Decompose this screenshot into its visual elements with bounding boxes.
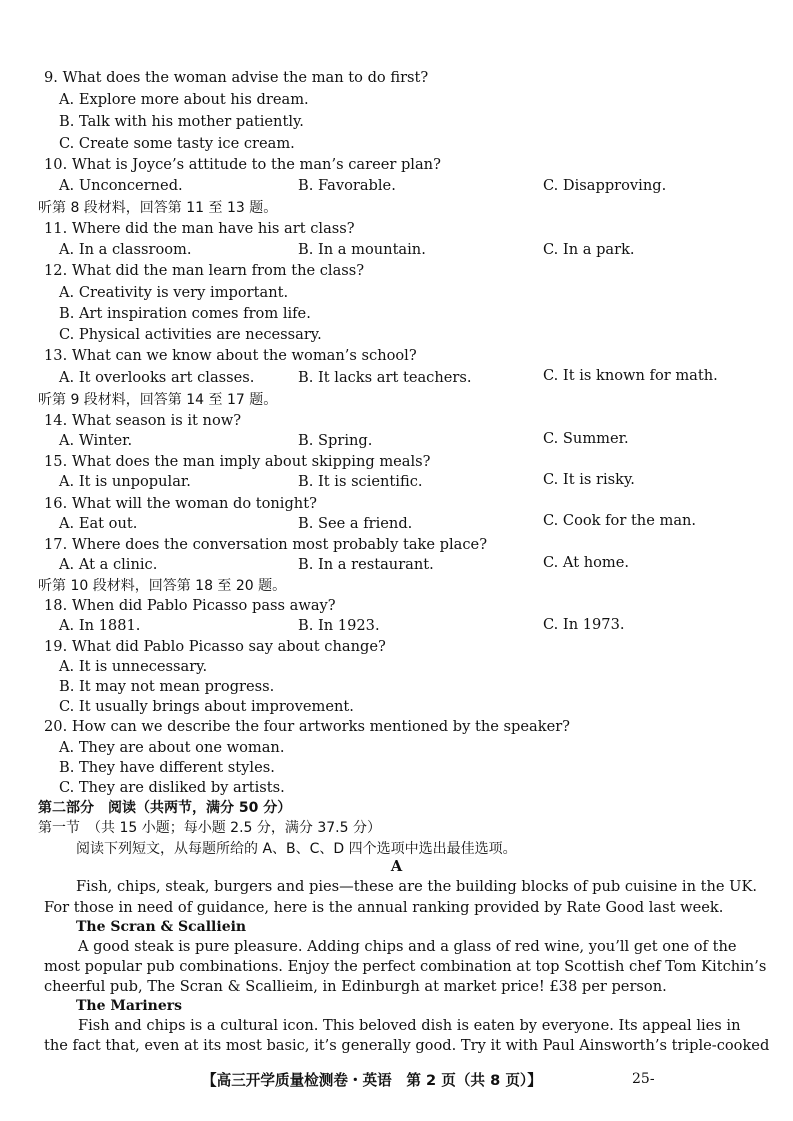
option-12c: C. Physical activities are necessary. <box>59 326 322 343</box>
paragraph-3-line-1: Fish and chips is a cultural icon. This beloved dish is eaten by everyone. Its appeal lies in <box>78 1017 741 1034</box>
option-15b: B. It is scientific. <box>298 473 423 490</box>
question-9: 9. What does the woman advise the man to do first? <box>44 69 429 86</box>
paragraph-1-line-1: Fish, chips, steak, burgers and pies—these are the building blocks of pub cuisine in the UK. <box>76 878 757 895</box>
option-13b: B. It lacks art teachers. <box>298 369 472 386</box>
option-10a: A. Unconcerned. <box>59 177 183 194</box>
option-9c: C. Create some tasty ice cream. <box>59 135 295 152</box>
option-11b: B. In a mountain. <box>298 241 426 258</box>
question-14: 14. What season is it now? <box>44 412 242 429</box>
question-15: 15. What does the man imply about skipping meals? <box>44 453 431 470</box>
option-15a: A. It is unpopular. <box>59 473 191 490</box>
page-footer-code: 25- <box>632 1071 655 1087</box>
section-instruction-10: 听第 10 段材料，回答第 18 至 20 题。 <box>38 578 287 594</box>
pub-heading-scran: The Scran & Scalliein <box>76 919 247 935</box>
option-18b: B. In 1923. <box>298 617 380 634</box>
option-12a: A. Creativity is very important. <box>59 284 289 301</box>
reading-instruction: 阅读下列短文，从每题所给的 A、B、C、D 四个选项中选出最佳选项。 <box>76 841 517 857</box>
option-14a: A. Winter. <box>59 432 133 449</box>
pub-heading-mariners: The Mariners <box>76 998 182 1014</box>
option-17b: B. In a restaurant. <box>298 556 434 573</box>
option-19c: C. It usually brings about improvement. <box>59 698 354 715</box>
option-15c: C. It is risky. <box>543 471 635 488</box>
question-18: 18. When did Pablo Picasso pass away? <box>44 597 336 614</box>
question-12: 12. What did the man learn from the class? <box>44 262 365 279</box>
option-9a: A. Explore more about his dream. <box>59 91 309 108</box>
option-11c: C. In a park. <box>543 241 635 258</box>
option-10c: C. Disapproving. <box>543 177 667 194</box>
section-instruction-9: 听第 9 段材料，回答第 14 至 17 题。 <box>38 392 278 408</box>
option-13a: A. It overlooks art classes. <box>59 369 255 386</box>
question-19: 19. What did Pablo Picasso say about change? <box>44 638 386 655</box>
question-13: 13. What can we know about the woman’s school? <box>44 347 417 364</box>
option-17a: A. At a clinic. <box>59 556 158 573</box>
option-19a: A. It is unnecessary. <box>59 658 208 675</box>
paragraph-2-line-2: most popular pub combinations. Enjoy the perfect combination at top Scottish chef Tom Kitchin’s <box>44 958 767 975</box>
question-11: 11. Where did the man have his art class? <box>44 220 355 237</box>
option-14c: C. Summer. <box>543 430 629 447</box>
option-9b: B. Talk with his mother patiently. <box>59 113 304 130</box>
paragraph-1-line-2: For those in need of guidance, here is the annual ranking provided by Rate Good last week. <box>44 899 724 916</box>
option-16a: A. Eat out. <box>59 515 138 532</box>
option-13c: C. It is known for math. <box>543 367 718 384</box>
option-11a: A. In a classroom. <box>59 241 192 258</box>
option-16b: B. See a friend. <box>298 515 413 532</box>
paragraph-3-line-2: the fact that, even at its most basic, it’s generally good. Try it with Paul Ainsworth’s triple-cooked <box>44 1037 770 1054</box>
part-two-heading: 第二部分 阅读（共两节，满分 50 分） <box>38 800 292 816</box>
section-one-heading: 第一节 （共 15 小题；每小题 2.5 分，满分 37.5 分） <box>38 820 381 836</box>
paragraph-2-line-3: cheerful pub, The Scran & Scallieim, in Edinburgh at market price! £38 per person. <box>44 978 667 995</box>
question-17: 17. Where does the conversation most probably take place? <box>44 536 488 553</box>
question-16: 16. What will the woman do tonight? <box>44 495 317 512</box>
option-19b: B. It may not mean progress. <box>59 678 275 695</box>
option-17c: C. At home. <box>543 554 630 571</box>
option-18a: A. In 1881. <box>59 617 141 634</box>
question-10: 10. What is Joyce’s attitude to the man’s career plan? <box>44 156 441 173</box>
option-16c: C. Cook for the man. <box>543 512 697 529</box>
option-20c: C. They are disliked by artists. <box>59 779 285 796</box>
option-18c: C. In 1973. <box>543 616 625 633</box>
section-instruction-8: 听第 8 段材料，回答第 11 至 13 题。 <box>38 200 278 216</box>
option-14b: B. Spring. <box>298 432 373 449</box>
paragraph-2-line-1: A good steak is pure pleasure. Adding chips and a glass of red wine, you’ll get one of the <box>78 938 737 955</box>
option-20b: B. They have different styles. <box>59 759 275 776</box>
question-20: 20. How can we describe the four artworks mentioned by the speaker? <box>44 718 571 735</box>
option-10b: B. Favorable. <box>298 177 396 194</box>
option-20a: A. They are about one woman. <box>59 739 285 756</box>
option-12b: B. Art inspiration comes from life. <box>59 305 311 322</box>
page-footer-title: 【高三开学质量检测卷・英语 第 2 页（共 8 页）】 <box>202 1072 542 1089</box>
passage-label: A <box>390 858 403 875</box>
